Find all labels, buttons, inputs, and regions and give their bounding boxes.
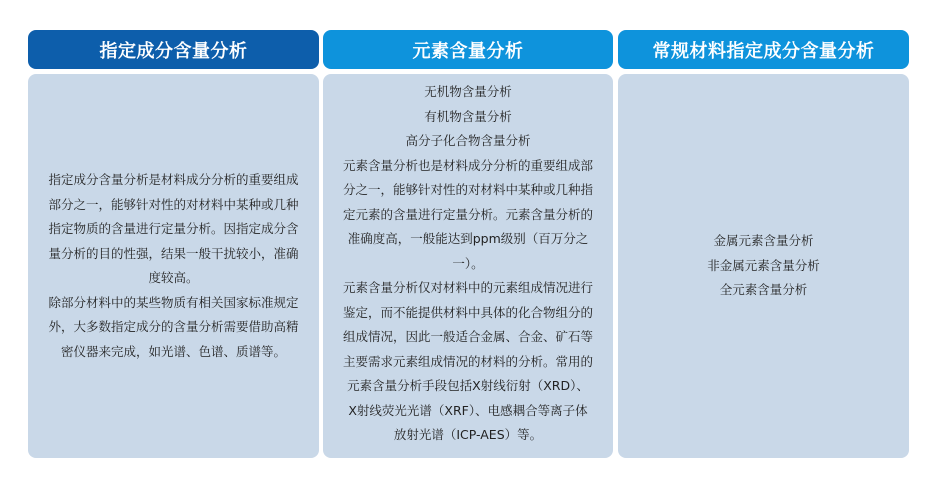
text-line: 指定物质的含量进行定量分析。因指定成分含 (48, 221, 299, 236)
column-body (618, 74, 909, 458)
text-line: 准确度高，一般能达到ppm级别（百万分之 (347, 231, 589, 246)
column-element-content (323, 30, 613, 442)
text-line: 主要需求元素组成情况的材料的分析。常用的 (342, 353, 593, 369)
list-item: 无机物含量分析 (424, 84, 512, 99)
description-text (707, 229, 820, 303)
description-text (343, 80, 593, 448)
description-text (48, 168, 298, 364)
text-line: 指定成分含量分析是材料成分分析的重要组成 (48, 172, 299, 187)
text-line: 量分析的目的性强，结果一般干扰较小，准确 (48, 245, 299, 261)
text-line: 除部分材料中的某些物质有相关国家标准规定 (48, 294, 299, 310)
text-line: X射线荧光光谱（XRF）、电感耦合等离子体 (348, 402, 588, 418)
text-line: 部分之一，能够针对性的对材料中某种或几种 (48, 196, 299, 212)
column-header: 指定成分含量分析 (28, 30, 319, 69)
list-item: 全元素含量分析 (719, 282, 808, 298)
list-item: 金属元素含量分析 (713, 233, 814, 249)
text-line: 鉴定，而不能提供材料中具体的化合物组分的 (342, 304, 593, 320)
column-body (323, 74, 613, 458)
text-line: 度较高。 (148, 270, 199, 285)
text-line: 密仪器来完成，如光谱、色谱、质谱等。 (60, 343, 286, 359)
column-body (28, 74, 319, 458)
column-specified-component (28, 30, 319, 359)
text-line: 放射光谱（ICP-AES）等。 (393, 427, 543, 442)
text-line: 外，大多数指定成分的含量分析需要借助高精 (48, 319, 299, 334)
list-item: 有机物含量分析 (424, 108, 512, 124)
list-item: 高分子化合物含量分析 (405, 133, 531, 148)
text-line: 元素含量分析仅对材料中的元素组成情况进行 (342, 280, 593, 295)
text-line: 分之一，能够针对性的对材料中某种或几种指 (342, 182, 593, 197)
column-header: 元素含量分析 (323, 30, 613, 69)
column-general-material (618, 30, 909, 298)
text-line: 定元素的含量进行定量分析。元素含量分析的 (342, 206, 593, 222)
text-line: 元素含量分析手段包括X射线衍射（XRD）、 (347, 378, 589, 393)
list-item: 非金属元素含量分析 (707, 257, 820, 273)
text-line: 元素含量分析也是材料成分分析的重要组成部 (342, 157, 593, 173)
text-line: 一）。 (452, 255, 484, 271)
text-line: 组成情况，因此一般适合金属、合金、矿石等 (342, 329, 593, 344)
column-header: 常规材料指定成分含量分析 (618, 30, 909, 69)
